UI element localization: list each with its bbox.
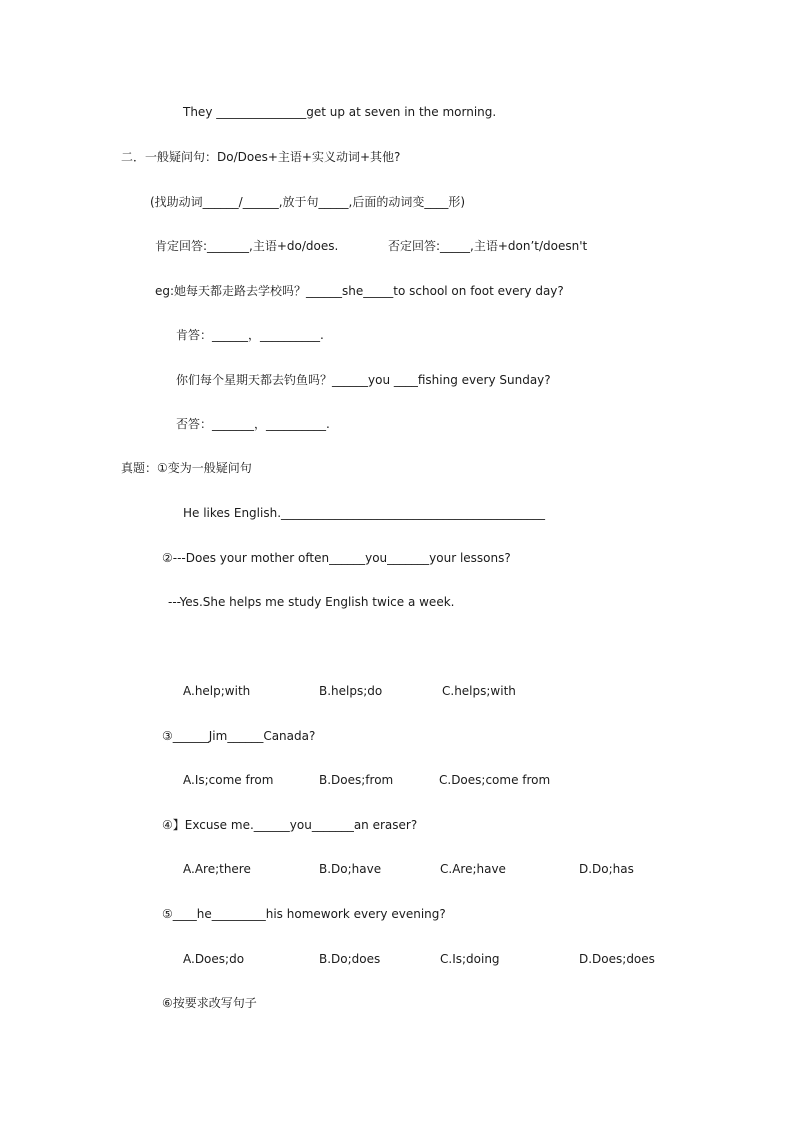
question-3-prompt: ③______Jim______Canada? <box>162 729 316 743</box>
question-5-prompt: ⑤____he_________his homework every evening? <box>162 907 446 921</box>
question-2-prompt: ②---Does your mother often______you_______your lessons? <box>162 551 511 565</box>
question-4-prompt: ④】Excuse me.______you_______an eraser? <box>162 818 418 832</box>
question-3-option-a: A.Is;come from <box>183 773 274 787</box>
question-5-option-a: A.Does;do <box>183 952 245 966</box>
example-walk-to-school: eg:她每天都走路去学校吗？______she_____to school on foot every day? <box>155 284 564 298</box>
auxiliary-verb-rule: (找助动词______/______,放于句_____,后面的动词变____形) <box>150 195 466 209</box>
question-6-heading: ⑥按要求改写句子 <box>162 996 257 1010</box>
example-fishing-sunday: 你们每个星期天都去钓鱼吗？______you ____fishing every Sunday? <box>176 373 551 387</box>
question-4-option-a: A.Are;there <box>183 862 251 876</box>
question-4-option-d: D.Do;has <box>579 862 634 876</box>
example-sentence-they: They _______________get up at seven in the morning. <box>183 105 497 119</box>
question-3-option-b: B.Does;from <box>319 773 394 787</box>
question-2-option-a: A.help;with <box>183 684 251 698</box>
question-2-option-b: B.helps;do <box>319 684 383 698</box>
question-5-option-b: B.Do;does <box>319 952 381 966</box>
question-5-option-c: C.Is;doing <box>440 952 500 966</box>
question-4-option-c: C.Are;have <box>440 862 506 876</box>
negative-answer-blank: 否答：_______，__________. <box>176 417 330 431</box>
question-3-option-c: C.Does;come from <box>439 773 551 787</box>
question-2-response: ---Yes.She helps me study English twice a week. <box>168 595 455 609</box>
question-1-sentence: He likes English.____________________________________________ <box>183 506 546 520</box>
negative-answer-rule: 否定回答:_____,主语+don’t/doesn't <box>388 239 588 253</box>
question-4-option-b: B.Do;have <box>319 862 382 876</box>
exam-questions-heading: 真题：①变为一般疑问句 <box>121 461 252 475</box>
section-heading-general-question: 二．一般疑问句：Do/Does+主语+实义动词+其他? <box>121 150 401 164</box>
question-2-option-c: C.helps;with <box>442 684 516 698</box>
positive-answer-blank: 肯答：______，__________. <box>176 328 324 342</box>
question-5-option-d: D.Does;does <box>579 952 655 966</box>
positive-answer-rule: 肯定回答:_______,主语+do/does. <box>155 239 339 253</box>
